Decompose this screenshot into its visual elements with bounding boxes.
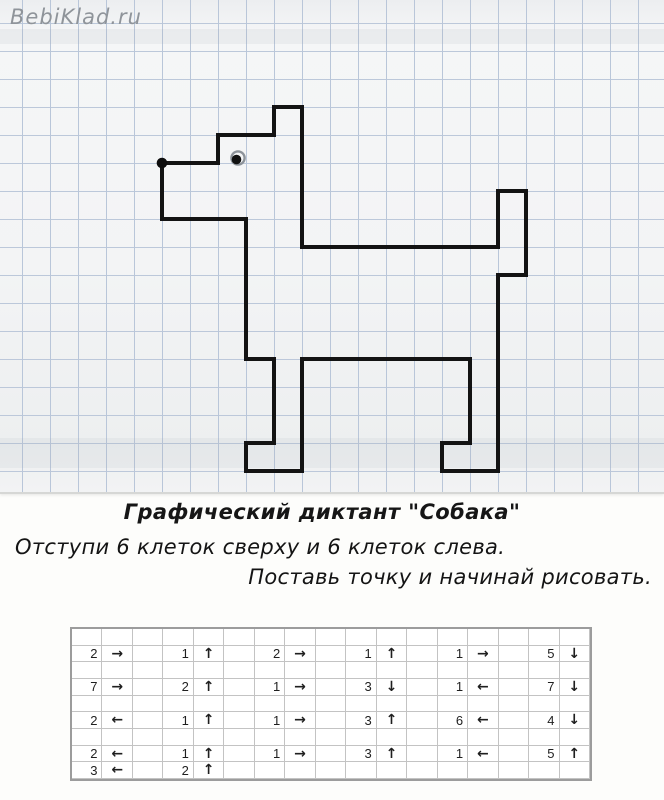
table-empty-cell [499,729,529,746]
table-empty-cell [468,662,498,679]
table-empty-cell [316,746,346,763]
table-empty-cell [316,762,346,779]
arrow-up-icon: ↑ [194,746,224,763]
table-empty-cell [529,629,559,646]
table-empty-cell [346,662,376,679]
table-empty-cell [133,646,163,663]
table-empty-cell [285,762,315,779]
step-count: 2 [255,646,285,663]
table-empty-cell [529,729,559,746]
table-empty-cell [163,696,193,713]
table-empty-cell [560,762,590,779]
table-empty-cell [194,729,224,746]
arrow-right-icon: → [285,712,315,729]
table-empty-cell [133,629,163,646]
step-count: 3 [346,712,376,729]
table-empty-cell [560,629,590,646]
table-empty-cell [346,629,376,646]
arrow-right-icon: → [102,679,132,696]
arrow-right-icon: → [285,746,315,763]
table-empty-cell [407,746,437,763]
table-empty-cell [499,746,529,763]
step-count: 4 [529,712,559,729]
table-empty-cell [255,729,285,746]
table-empty-cell [346,729,376,746]
step-count: 1 [163,646,193,663]
arrow-up-icon: ↑ [377,646,407,663]
arrow-right-icon: → [468,646,498,663]
table-empty-cell [316,662,346,679]
arrow-up-icon: ↑ [560,746,590,763]
table-empty-cell [316,629,346,646]
table-empty-cell [560,729,590,746]
step-count: 1 [438,746,468,763]
table-empty-cell [438,729,468,746]
table-empty-cell [163,662,193,679]
table-empty-cell [224,729,254,746]
table-empty-cell [499,762,529,779]
table-empty-cell [224,696,254,713]
table-empty-cell [133,679,163,696]
arrow-left-icon: ← [102,746,132,763]
step-count: 5 [529,646,559,663]
arrow-left-icon: ← [468,712,498,729]
step-count: 7 [529,679,559,696]
table-empty-cell [560,696,590,713]
arrow-right-icon: → [285,679,315,696]
table-empty-cell [377,729,407,746]
table-empty-cell [102,696,132,713]
table-empty-cell [529,696,559,713]
step-count: 2 [72,712,102,729]
table-empty-cell [438,696,468,713]
table-empty-cell [133,762,163,779]
arrow-left-icon: ← [102,712,132,729]
arrow-down-icon: ↓ [560,712,590,729]
table-empty-cell [499,629,529,646]
table-empty-cell [102,729,132,746]
table-empty-cell [407,729,437,746]
table-empty-cell [407,646,437,663]
table-empty-cell [133,696,163,713]
table-empty-cell [468,696,498,713]
table-empty-cell [163,629,193,646]
step-count: 3 [72,762,102,779]
table-empty-cell [468,729,498,746]
table-empty-cell [255,696,285,713]
table-empty-cell [133,662,163,679]
table-empty-cell [224,712,254,729]
step-count: 1 [438,679,468,696]
table-empty-cell [438,629,468,646]
arrow-up-icon: ↑ [194,646,224,663]
table-empty-cell [377,696,407,713]
table-empty-cell [72,729,102,746]
table-empty-cell [133,712,163,729]
dictation-steps-table [70,627,592,781]
step-count: 1 [163,712,193,729]
table-empty-cell [255,662,285,679]
arrow-left-icon: ← [468,679,498,696]
step-count: 3 [346,746,376,763]
arrow-down-icon: ↓ [560,646,590,663]
arrow-up-icon: ↑ [377,746,407,763]
table-empty-cell [316,696,346,713]
arrow-up-icon: ↑ [194,679,224,696]
watermark-text: BebiKlad.ru [10,5,142,29]
table-empty-cell [377,662,407,679]
table-empty-cell [407,696,437,713]
step-count: 2 [72,646,102,663]
table-empty-cell [499,662,529,679]
arrow-right-icon: → [285,646,315,663]
table-empty-cell [224,646,254,663]
table-empty-cell [194,629,224,646]
table-empty-cell [529,762,559,779]
table-empty-cell [285,662,315,679]
step-count: 1 [438,646,468,663]
table-empty-cell [224,662,254,679]
table-empty-cell [224,762,254,779]
table-empty-cell [499,696,529,713]
table-empty-cell [316,729,346,746]
step-count: 2 [72,746,102,763]
table-empty-cell [194,662,224,679]
table-empty-cell [285,696,315,713]
table-empty-cell [560,662,590,679]
table-empty-cell [346,762,376,779]
table-empty-cell [499,646,529,663]
table-empty-cell [102,629,132,646]
table-empty-cell [72,696,102,713]
step-count: 2 [163,762,193,779]
arrow-left-icon: ← [102,762,132,779]
step-count: 6 [438,712,468,729]
step-count: 1 [255,712,285,729]
table-empty-cell [407,679,437,696]
table-empty-cell [133,729,163,746]
table-empty-cell [407,762,437,779]
instruction-line-1: Отступи 6 клеток сверху и 6 клеток слева. [15,535,506,559]
table-empty-cell [346,696,376,713]
arrow-left-icon: ← [468,746,498,763]
step-count: 1 [346,646,376,663]
table-empty-cell [224,679,254,696]
table-empty-cell [224,629,254,646]
step-count: 2 [163,679,193,696]
table-empty-cell [499,712,529,729]
step-count: 3 [346,679,376,696]
table-empty-cell [194,696,224,713]
table-empty-cell [499,679,529,696]
start-dot [157,158,168,169]
table-empty-cell [163,729,193,746]
table-empty-cell [438,762,468,779]
table-empty-cell [407,629,437,646]
table-empty-cell [255,762,285,779]
arrow-right-icon: → [102,646,132,663]
table-empty-cell [407,662,437,679]
table-empty-cell [133,746,163,763]
table-empty-cell [102,662,132,679]
step-count: 1 [163,746,193,763]
dog-eye-icon [232,155,242,165]
table-empty-cell [438,662,468,679]
arrow-up-icon: ↑ [194,762,224,779]
worksheet-title: Графический диктант "Собака" [123,500,521,524]
table-empty-cell [468,762,498,779]
table-empty-cell [377,762,407,779]
table-empty-cell [285,729,315,746]
table-empty-cell [529,662,559,679]
table-empty-cell [285,629,315,646]
table-empty-cell [377,629,407,646]
table-empty-cell [316,679,346,696]
arrow-down-icon: ↓ [560,679,590,696]
step-count: 5 [529,746,559,763]
arrow-down-icon: ↓ [377,679,407,696]
table-empty-cell [407,712,437,729]
dog-outline-path [162,107,526,471]
step-count: 1 [255,679,285,696]
arrow-up-icon: ↑ [194,712,224,729]
table-empty-cell [224,746,254,763]
arrow-up-icon: ↑ [377,712,407,729]
table-empty-cell [468,629,498,646]
table-empty-cell [72,629,102,646]
step-count: 1 [255,746,285,763]
table-empty-cell [316,712,346,729]
table-empty-cell [316,646,346,663]
table-empty-cell [255,629,285,646]
instruction-line-2: Поставь точку и начинай рисовать. [248,565,652,589]
table-empty-cell [72,662,102,679]
step-count: 7 [72,679,102,696]
